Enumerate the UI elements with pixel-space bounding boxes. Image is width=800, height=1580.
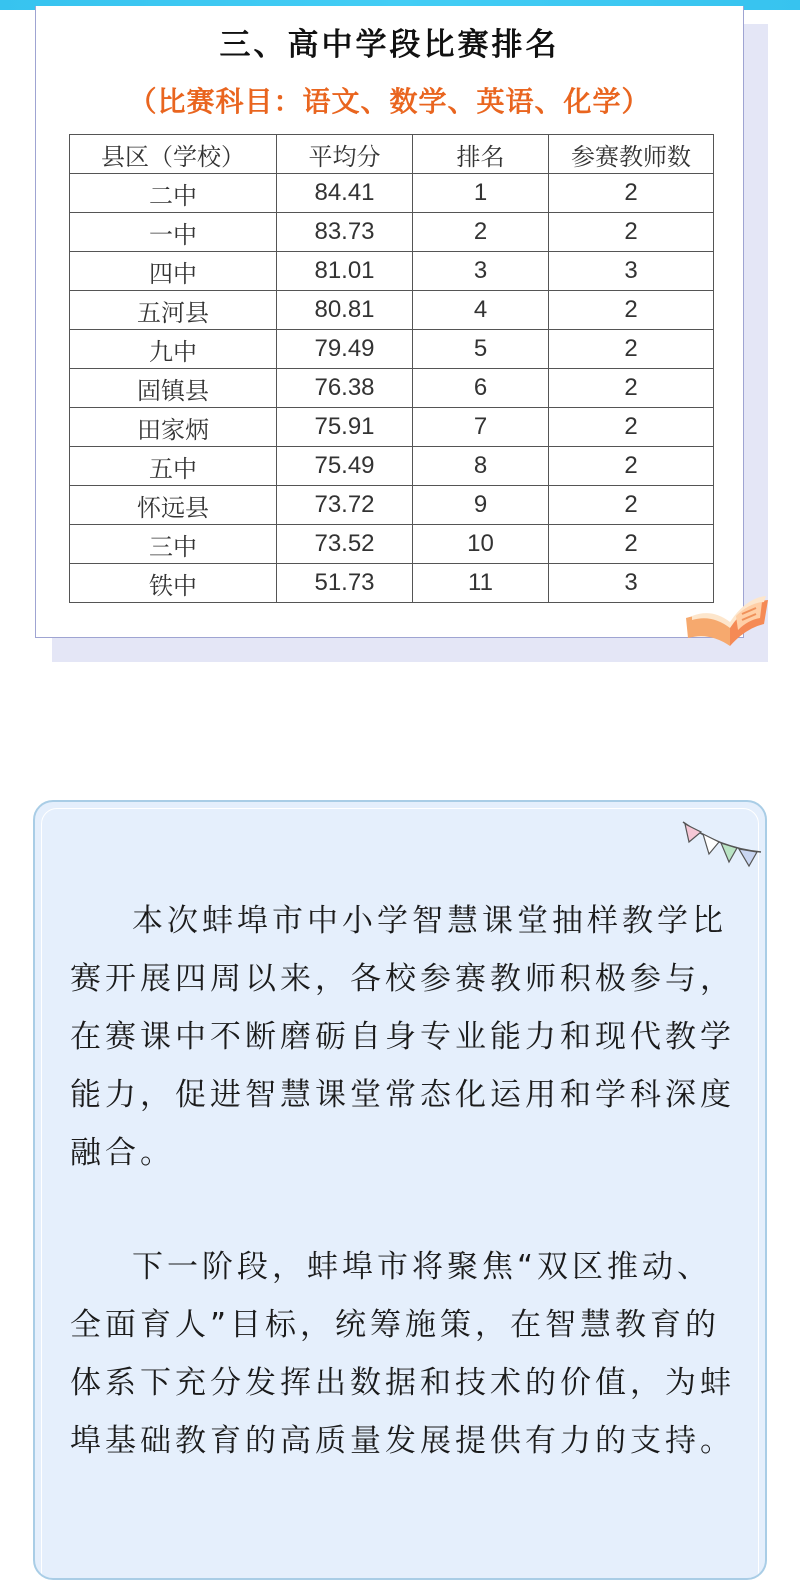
ranking-table xyxy=(69,134,714,603)
table-row xyxy=(70,408,714,447)
cell-teacher-count: 3 xyxy=(549,564,714,603)
cell-teacher-count: 2 xyxy=(549,213,714,252)
cell-school: 三中 xyxy=(70,525,277,564)
bunting-flags-icon xyxy=(679,808,763,874)
table-row xyxy=(70,564,714,603)
summary-card xyxy=(33,800,767,1580)
cell-teacher-count: 2 xyxy=(549,291,714,330)
cell-school: 田家炳 xyxy=(70,408,277,447)
cell-average: 75.91 xyxy=(277,408,413,447)
cell-average: 81.01 xyxy=(277,252,413,291)
summary-paragraph-1: 本次蚌埠市中小学智慧课堂抽样教学比赛开展四周以来，各校参赛教师积极参与，在赛课中不断磨砺自身专业能力和现代教学能力，促进智慧课堂常态化运用和学科深度融合。 xyxy=(70,903,735,1171)
cell-rank: 2 xyxy=(413,213,549,252)
section-title: 三、高中学段比赛排名 xyxy=(219,27,560,63)
cell-teacher-count: 2 xyxy=(549,447,714,486)
cell-average: 75.49 xyxy=(277,447,413,486)
cell-average: 76.38 xyxy=(277,369,413,408)
cell-average: 79.49 xyxy=(277,330,413,369)
cell-school: 固镇县 xyxy=(70,369,277,408)
table-row xyxy=(70,330,714,369)
cell-rank: 6 xyxy=(413,369,549,408)
table-row xyxy=(70,213,714,252)
cell-school: 怀远县 xyxy=(70,486,277,525)
table-header-row xyxy=(70,135,714,174)
cell-rank: 5 xyxy=(413,330,549,369)
cell-average: 51.73 xyxy=(277,564,413,603)
cell-average: 83.73 xyxy=(277,213,413,252)
column-header-teacher-count: 参赛教师数 xyxy=(549,135,714,174)
cell-teacher-count: 3 xyxy=(549,252,714,291)
cell-average: 80.81 xyxy=(277,291,413,330)
column-header-average: 平均分 xyxy=(277,135,413,174)
cell-average: 84.41 xyxy=(277,174,413,213)
section-subtitle: （比赛科目：语文、数学、英语、化学） xyxy=(128,85,651,118)
cell-rank: 11 xyxy=(413,564,549,603)
cell-rank: 4 xyxy=(413,291,549,330)
table-row xyxy=(70,369,714,408)
cell-average: 73.52 xyxy=(277,525,413,564)
table-row xyxy=(70,447,714,486)
cell-rank: 10 xyxy=(413,525,549,564)
cell-rank: 8 xyxy=(413,447,549,486)
cell-rank: 9 xyxy=(413,486,549,525)
summary-paragraph-2: 下一阶段，蚌埠市将聚焦“双区推动、全面育人”目标，统筹施策，在智慧教育的体系下充分发挥出数据和技术的价值，为蚌埠基础教育的高质量发展提供有力的支持。 xyxy=(70,1249,735,1459)
table-row xyxy=(70,174,714,213)
table-row xyxy=(70,486,714,525)
column-header-rank: 排名 xyxy=(413,135,549,174)
cell-rank: 7 xyxy=(413,408,549,447)
cell-school: 九中 xyxy=(70,330,277,369)
cell-teacher-count: 2 xyxy=(549,408,714,447)
cell-school: 五河县 xyxy=(70,291,277,330)
ranking-card xyxy=(35,6,744,638)
table-row xyxy=(70,252,714,291)
cell-average: 73.72 xyxy=(277,486,413,525)
cell-teacher-count: 2 xyxy=(549,174,714,213)
cell-school: 铁中 xyxy=(70,564,277,603)
table-body xyxy=(70,174,714,603)
cell-teacher-count: 2 xyxy=(549,369,714,408)
cell-school: 一中 xyxy=(70,213,277,252)
book-icon xyxy=(680,572,772,648)
column-header-school: 县区（学校） xyxy=(70,135,277,174)
table-row xyxy=(70,525,714,564)
cell-school: 四中 xyxy=(70,252,277,291)
cell-rank: 1 xyxy=(413,174,549,213)
cell-teacher-count: 2 xyxy=(549,486,714,525)
table-row xyxy=(70,291,714,330)
cell-rank: 3 xyxy=(413,252,549,291)
cell-teacher-count: 2 xyxy=(549,330,714,369)
cell-school: 二中 xyxy=(70,174,277,213)
cell-teacher-count: 2 xyxy=(549,525,714,564)
cell-school: 五中 xyxy=(70,447,277,486)
